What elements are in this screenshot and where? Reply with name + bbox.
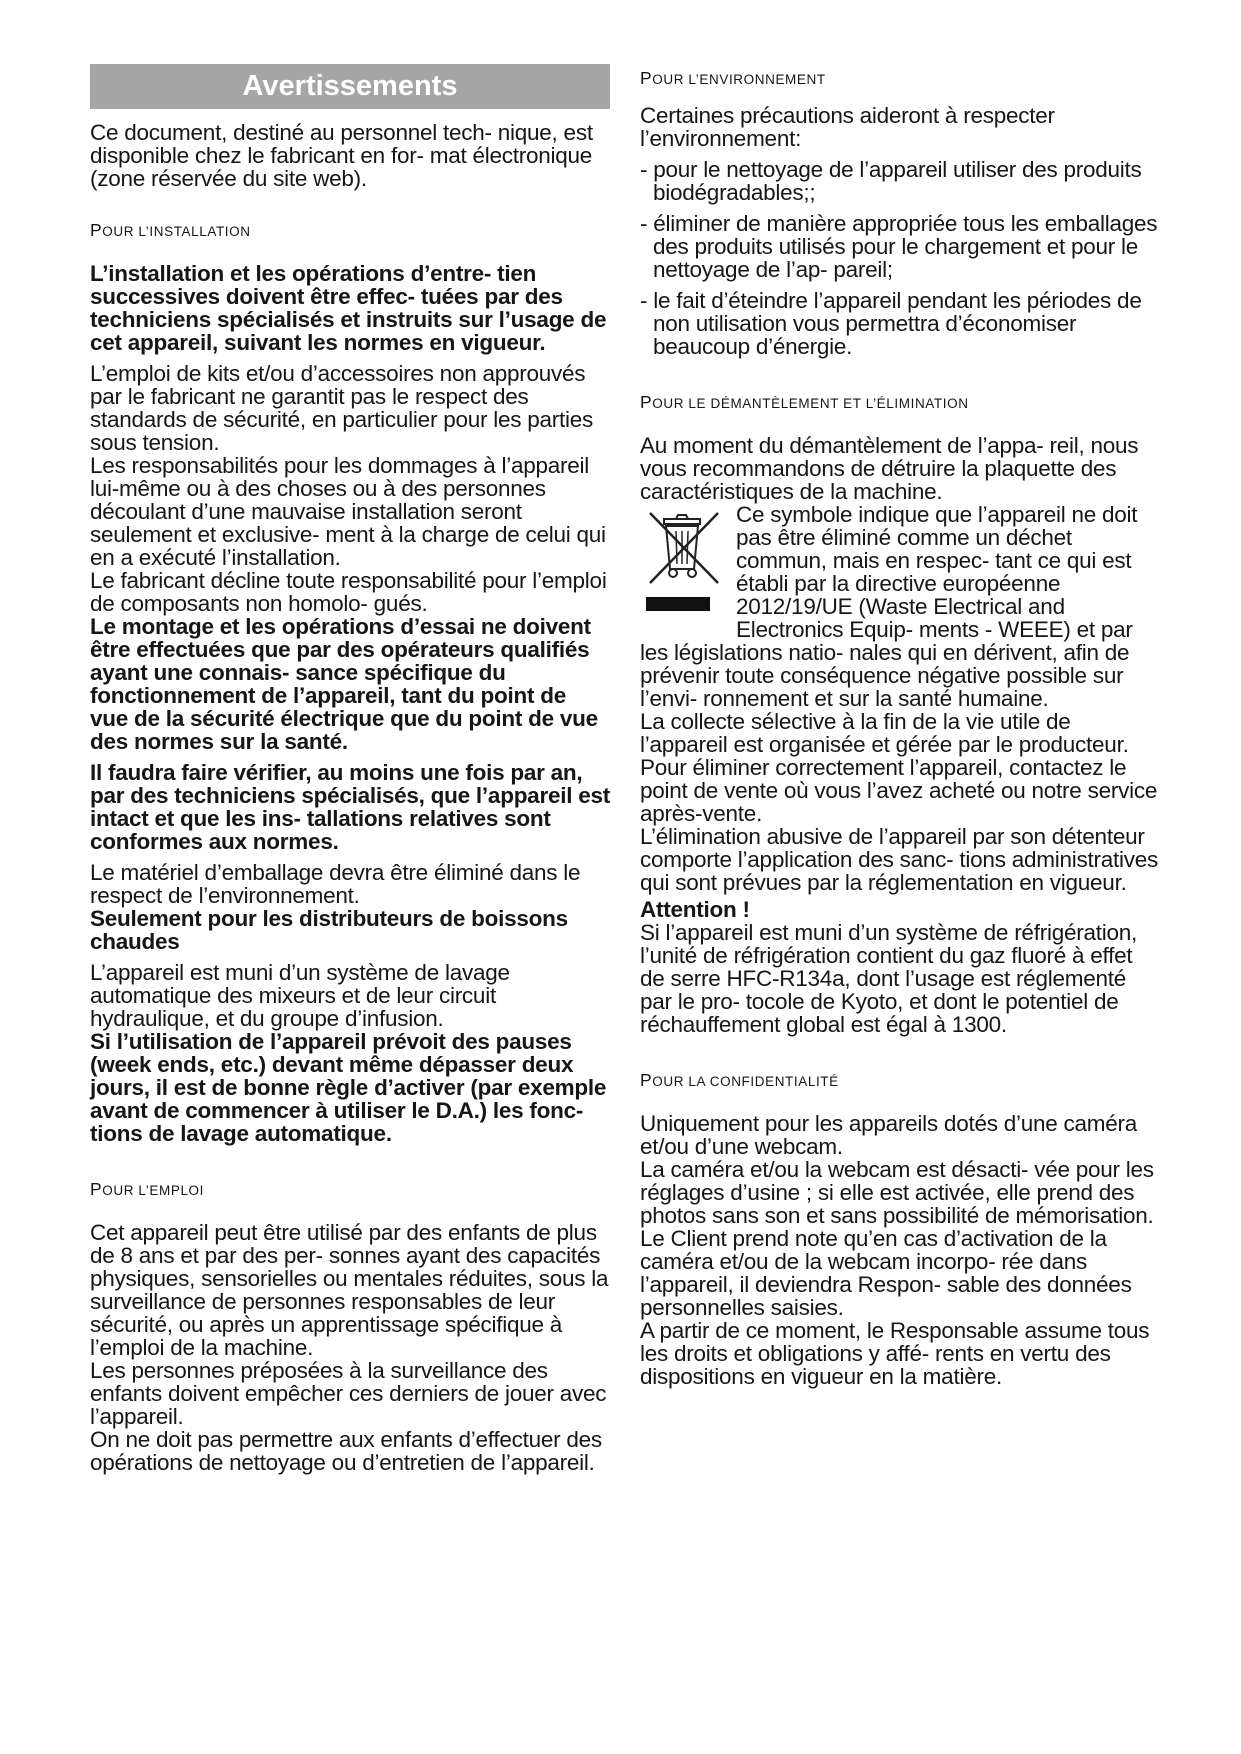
installation-p10: Si l’utilisation de l’appareil prévoit des pauses (week ends, etc.) devant même dépasser deux jours, il est de bonne règle d’activer (par exemple avant de commencer à utiliser le D.A.) les fonc- tions de lavage automatique. <box>90 1029 607 1146</box>
attention-heading: Attention ! <box>640 897 750 922</box>
demantelement-p5: L’élimination abusive de l’appareil par son détenteur comporte l’application des sanc- tions administratives qui sont prévues par la réglementation en vigueur. <box>640 824 1158 895</box>
environnement-bullet-1: - pour le nettoyage de l’appareil utiliser des produits biodégradables;; <box>640 157 1142 205</box>
heading-rest: OUR L’EMPLOI <box>102 1183 205 1198</box>
section-heading-demantelement <box>640 392 1160 414</box>
confidentialite-p3: Le Client prend note qu’en cas d’activation de la caméra et/ou de la webcam incorpo- rée dans l’appareil, il deviendra Respon- sable des données personnelles saisies. <box>640 1226 1132 1320</box>
heading-initial: P <box>640 1070 653 1090</box>
installation-p1: L’installation et les opérations d’entre- tien successives doivent être effec- tuées par des techniciens spécialisés et instruits sur l’usage de cet appareil, suivant les normes en vigueur. <box>90 261 607 355</box>
environnement-p1: Certaines précautions aideront à respecter l’environnement: <box>640 103 1055 151</box>
heading-initial: P <box>640 392 653 412</box>
heading-initial: P <box>640 68 653 88</box>
weee-block <box>640 503 1160 710</box>
heading-rest: OUR L’INSTALLATION <box>102 224 251 239</box>
installation-p8: Seulement pour les distributeurs de boissons chaudes <box>90 906 568 954</box>
demantelement-p1: Au moment du démantèlement de l’appa- reil, nous vous recommandons de détruire la plaquette des caractéristiques de la machine. <box>640 433 1139 504</box>
emploi-p2: Les personnes préposées à la surveillance des enfants doivent empêcher ces derniers de jouer avec l’appareil. <box>90 1358 607 1429</box>
demantelement-p2: Ce symbole indique que l’appareil ne doit pas être éliminé comme un déchet commun, mais en respec- tant ce qui est établi par la directive européenne 2012/19/UE (Waste Electrical and Electronics Equip- ments - WEEE) et par les législations natio- nales qui en dérivent, afin de prévenir toute conséquence négative possible sur l’envi- ronnement et sur la santé humaine. <box>640 503 1138 710</box>
heading-initial: P <box>90 220 103 240</box>
section-heading-confidentialite <box>640 1070 1160 1092</box>
installation-p5: Le montage et les opérations d’essai ne doivent être effectuées que par des opérateurs qualifiés ayant une connais- sance spécifique du fonctionnement de l’appareil, tant du point de vue de la sécurité électrique que du point de vue des normes sur la santé. <box>90 614 598 754</box>
installation-p6: Il faudra faire vérifier, au moins une fois par an, par des techniciens spécialisés, que l’appareil est intact et que les ins- tallations relatives sont conformes aux normes. <box>90 760 610 854</box>
left-column <box>90 64 610 1474</box>
heading-rest: OUR LA CONFIDENTIALITÉ <box>652 1074 839 1089</box>
installation-p4: Le fabricant décline toute responsabilité pour l’emploi de composants non homolo- gués. <box>90 568 607 616</box>
intro-text: Ce document, destiné au personnel tech- nique, est disponible chez le fabricant en for- mat électronique (zone réservée du site web). <box>90 120 593 191</box>
section-heading-environnement <box>640 68 1160 90</box>
demantelement-p3: La collecte sélective à la fin de la vie utile de l’appareil est organisée et gérée par le producteur. <box>640 709 1129 757</box>
section-heading-emploi <box>90 1179 610 1201</box>
heading-rest: OUR L’ENVIRONNEMENT <box>652 72 826 87</box>
right-column <box>640 64 1160 1388</box>
heading-rest: OUR LE DÉMANTÈLEMENT ET L’ÉLIMINATION <box>652 396 969 411</box>
installation-p3: Les responsabilités pour les dommages à l’appareil lui-même ou à des choses ou à des personnes découlant d’une mauvaise installation seront seulement et exclusive- ment à la charge de celui qui en a exécuté l’installation. <box>90 453 606 570</box>
environnement-bullet-2: - éliminer de manière appropriée tous les emballages des produits utilisés pour le chargement et pour le nettoyage de l’ap- pareil; <box>640 211 1158 282</box>
environnement-bullet-3: - le fait d’éteindre l’appareil pendant les périodes de non utilisation vous permettra d’économiser beaucoup d’énergie. <box>640 288 1142 359</box>
installation-p7: Le matériel d’emballage devra être éliminé dans le respect de l’environnement. <box>90 860 581 908</box>
confidentialite-p1: Uniquement pour les appareils dotés d’une caméra et/ou d’une webcam. <box>640 1111 1138 1159</box>
confidentialite-p2: La caméra et/ou la webcam est désacti- vée pour les réglages d’usine ; si elle est activée, elle prend des photos sans son et sans possibilité de mémorisation. <box>640 1157 1154 1228</box>
installation-p2: L’emploi de kits et/ou d’accessoires non approuvés par le fabricant ne garantit pas le respect des standards de sécurité, en particulier pour les parties sous tension. <box>90 361 594 455</box>
confidentialite-p4: A partir de ce moment, le Responsable assume tous les droits et obligations y affé- rents en vertu des dispositions en vigueur en la matière. <box>640 1318 1150 1389</box>
installation-p9: L’appareil est muni d’un système de lavage automatique des mixeurs et de leur circuit hydraulique, et du groupe d’infusion. <box>90 960 510 1031</box>
crossed-out-wheelie-bin-icon <box>640 507 730 627</box>
emploi-p3: On ne doit pas permettre aux enfants d’effectuer des opérations de nettoyage ou d’entretien de l’appareil. <box>90 1427 602 1475</box>
heading-initial: P <box>90 1179 103 1199</box>
demantelement-p6: Si l’appareil est muni d’un système de réfrigération, l’unité de réfrigération contient du gaz fluoré à effet de serre HFC-R134a, dont l’usage est réglementé par le pro- tocole de Kyoto, et dont le potentiel de réchauffement global est égal à 1300. <box>640 920 1137 1037</box>
page-title: Avertissements <box>90 64 610 109</box>
section-heading-installation <box>90 220 610 242</box>
demantelement-p4: Pour éliminer correctement l’appareil, contactez le point de vente où vous l’avez acheté ou notre service après-vente. <box>640 755 1158 826</box>
emploi-p1: Cet appareil peut être utilisé par des enfants de plus de 8 ans et par des per- sonnes ayant des capacités physiques, sensorielles ou mentales réduites, sous la surveillance de personnes responsables de leur sécurité, ou après un apprentissage spécifique à l’emploi de la machine. <box>90 1220 609 1360</box>
